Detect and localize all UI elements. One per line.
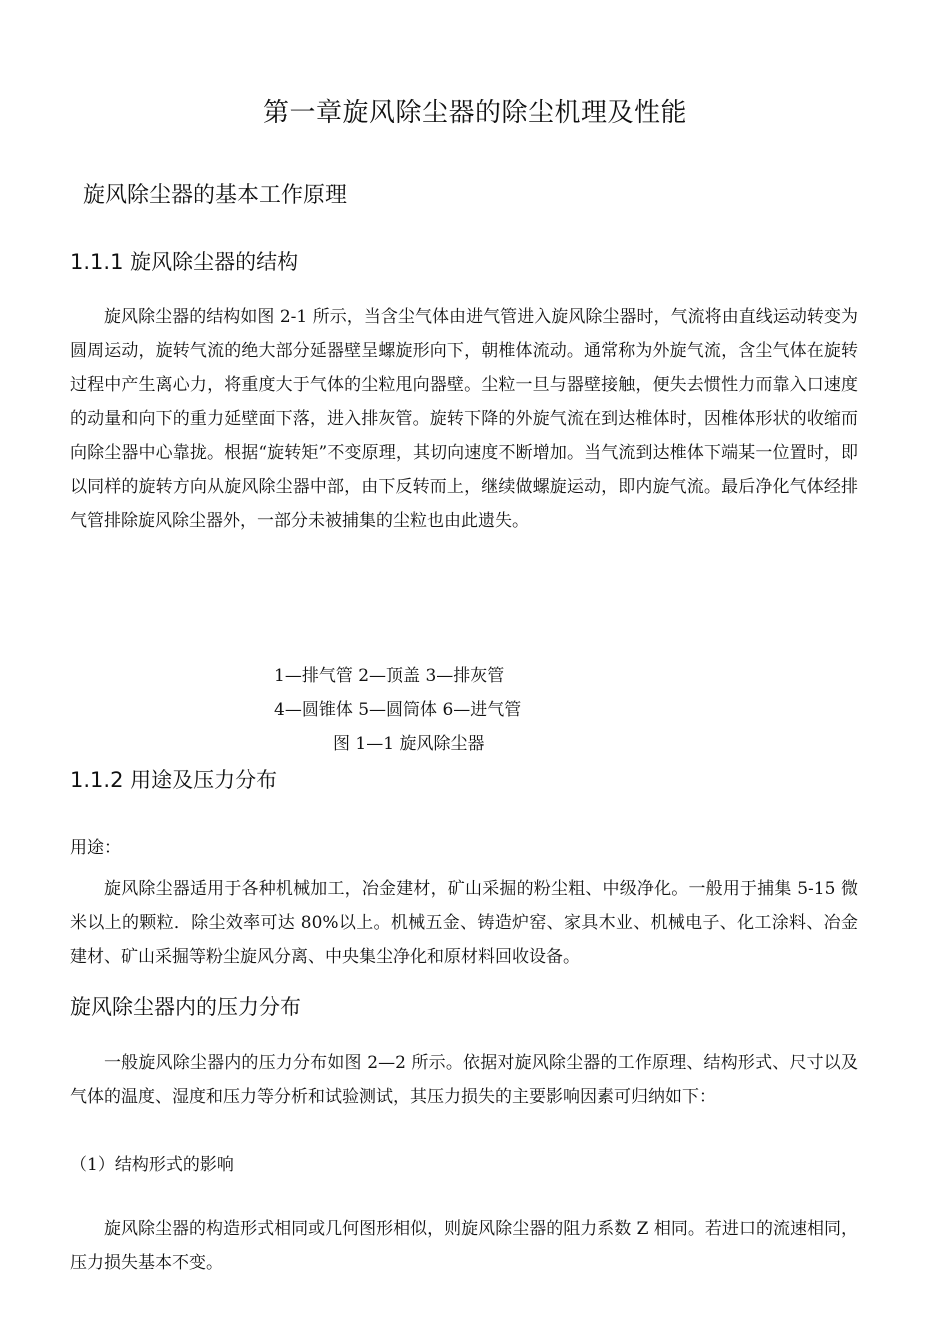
usage-paragraph: 旋风除尘器适用于各种机械加工，冶金建材，矿山采掘的粉尘粗、中级净化。一般用于捕集 5-15 微米以上的颗粒．除尘效率可达 80%以上。机械五金、铸造炉窑、家具木业、机械电子、化工涂料、冶金建材、矿山采掘等粉尘旋风分离、中央集尘净化和原材料回收设备。 xyxy=(70,879,858,967)
chapter-title: 第一章旋风除尘器的除尘机理及性能 xyxy=(262,98,687,128)
item-1-paragraph: 旋风除尘器的构造形式相同或几何图形相似，则旋风除尘器的阻力系数 Z 相同。若进口的流速相同，压力损失基本不变。 xyxy=(70,1219,858,1273)
figure-legend-line-2: 4—圆锥体 5—圆筒体 6—进气管 xyxy=(274,700,522,720)
structure-paragraph: 旋风除尘器的结构如图 2-1 所示，当含尘气体由进气管进入旋风除尘器时，气流将由直线运动转变为圆周运动，旋转气流的绝大部分延器壁呈螺旋形向下，朝椎体流动。通常称为外旋气流，含尘气体在旋转过程中产生离心力，将重度大于气体的尘粒甩向器壁。尘粒一旦与器壁接触，便失去惯性力而靠入口速度的动量和向下的重力延壁面下落，进入排灰管。旋转下降的外旋气流在到达椎体时，因椎体形状的收缩而向除尘器中心靠拢。根据“旋转矩”不变原理，其切向速度不断增加。当气流到达椎体下端某一位置时，即以同样的旋转方向从旋风除尘器中部，由下反转而上，继续做螺旋运动，即内旋气流。最后净化气体经排气管排除旋风除尘器外，一部分未被捕集的尘粒也由此遗失。 xyxy=(70,307,858,531)
subsection-heading-1-1-2: 1.1.2 用途及压力分布 xyxy=(70,768,278,792)
section-heading: 旋风除尘器的基本工作原理 xyxy=(83,183,348,208)
figure-caption: 图 1—1 旋风除尘器 xyxy=(333,734,485,754)
item-1-label: （1）结构形式的影响 xyxy=(70,1155,234,1175)
subsection-heading-1-1-1: 1.1.1 旋风除尘器的结构 xyxy=(70,250,299,274)
pressure-distribution-heading: 旋风除尘器内的压力分布 xyxy=(70,995,301,1019)
pressure-paragraph: 一般旋风除尘器内的压力分布如图 2—2 所示。依据对旋风除尘器的工作原理、结构形式、尺寸以及气体的温度、湿度和压力等分析和试验测试，其压力损失的主要影响因素可归纳如下： xyxy=(70,1053,858,1107)
figure-legend-line-1: 1—排气管 2—顶盖 3—排灰管 xyxy=(274,666,505,686)
usage-label: 用途： xyxy=(70,838,121,858)
